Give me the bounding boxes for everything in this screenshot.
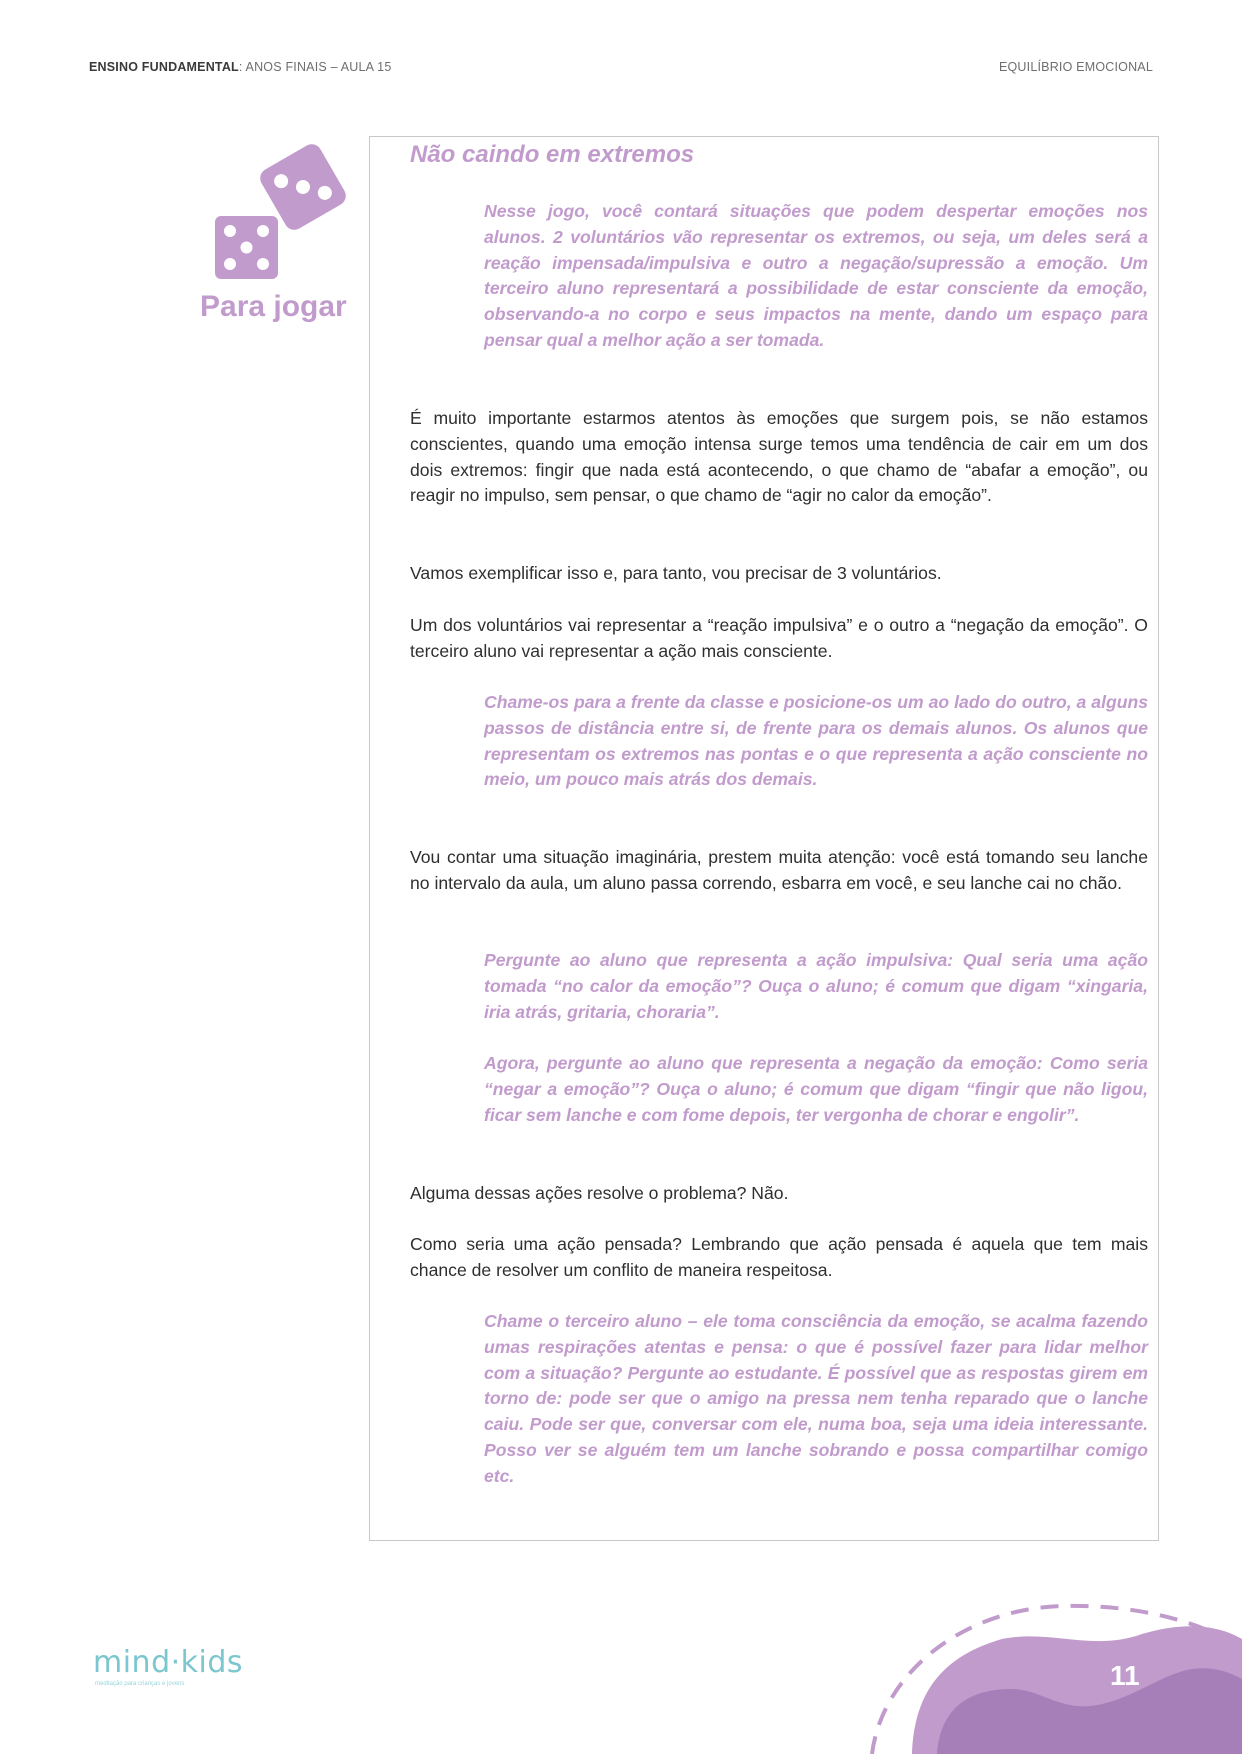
corner-decoration bbox=[862, 1594, 1242, 1754]
activity-title: Não caindo em extremos bbox=[410, 141, 695, 168]
mindkids-logo: mind·kids meditação para crianças e jovens bbox=[93, 1645, 244, 1687]
header-course bbox=[89, 60, 391, 74]
paragraph-situation: Vou contar uma situação imaginária, prestem muita atenção: você está tomando seu lanche no intervalo da aula, um aluno passa correndo, esbarra em você, e seu lanche cai no chão. bbox=[410, 847, 1148, 893]
paragraph-question: Alguma dessas ações resolve o problema? Não. bbox=[410, 1183, 789, 1203]
dice-icon bbox=[210, 140, 360, 285]
instruction-impulsive: Pergunte ao aluno que representa a ação impulsiva: Qual seria uma ação tomada “no calor da emoção”? Ouça o aluno; é comum que digam “xingaria, iria atrás, gritaria, choraria”. bbox=[484, 950, 1148, 1022]
header-course-level: ENSINO FUNDAMENTAL bbox=[89, 60, 239, 74]
paragraph-roles: Um dos voluntários vai representar a “reação impulsiva” e o outro a “negação da emoção”. O terceiro aluno vai representar a ação mais consciente. bbox=[410, 615, 1148, 661]
page-number: 11 bbox=[1110, 1660, 1140, 1691]
instruction-denial: Agora, pergunte ao aluno que representa a negação da emoção: Como seria “negar a emoção”? Ouça o aluno; é comum que digam “fingir que não ligou, ficar sem lanche e com fome depois, ter vergonha de chorar e engolir”. bbox=[484, 1053, 1148, 1125]
paragraph-thoughtful: Como seria uma ação pensada? Lembrando que ação pensada é aquela que tem mais chance de resolver um conflito de maneira respeitosa. bbox=[410, 1234, 1148, 1280]
section-label: Para jogar bbox=[200, 290, 347, 323]
instruction-intro: Nesse jogo, você contará situações que podem despertar emoções nos alunos. 2 voluntários vão representar os extremos, ou seja, um deles será a reação impensada/impulsiva e outro a negação/supressão a emoção. Um terceiro aluno representará a possibilidade de estar consciente da emoção, observando-a no corpo e seus impactos na mente, dando um espaço para pensar qual a melhor ação a ser tomada. bbox=[484, 201, 1148, 350]
instruction-conscious: Chame o terceiro aluno – ele toma consciência da emoção, se acalma fazendo umas respirações atentas e pensa: o que é possível fazer para lidar melhor com a situação? Pergunte ao estudante. É possível que as respostas girem em torno de: pode ser que o amigo na pressa nem tenha reparado que o lanche caiu. Pode ser que, conversar com ele, numa boa, seja uma ideia interessante. Posso ver se alguém tem um lanche sobrando e possa compartilhar comigo etc. bbox=[484, 1311, 1148, 1486]
instruction-positioning: Chame-os para a frente da classe e posicione-os um ao lado do outro, a alguns passos de distância entre si, de frente para os demais alunos. Os alunos que representam os extremos nas pontas e o que representa a ação consciente no meio, um pouco mais atrás dos demais. bbox=[484, 692, 1148, 790]
paragraph-volunteers: Vamos exemplificar isso e, para tanto, vou precisar de 3 voluntários. bbox=[410, 563, 942, 583]
paragraph-emotions: É muito importante estarmos atentos às emoções que surgem pois, se não estamos conscientes, quando uma emoção intensa surge temos uma tendência de cair em um dos dois extremos: fingir que nada está acontecendo, o que chamo de “abafar a emoção”, ou reagir no impulso, sem pensar, o que chamo de “agir no calor da emoção”. bbox=[410, 408, 1148, 506]
header-topic: EQUILÍBRIO EMOCIONAL bbox=[998, 60, 1153, 74]
header-course-lesson: : ANOS FINAIS – AULA 15 bbox=[238, 60, 392, 74]
